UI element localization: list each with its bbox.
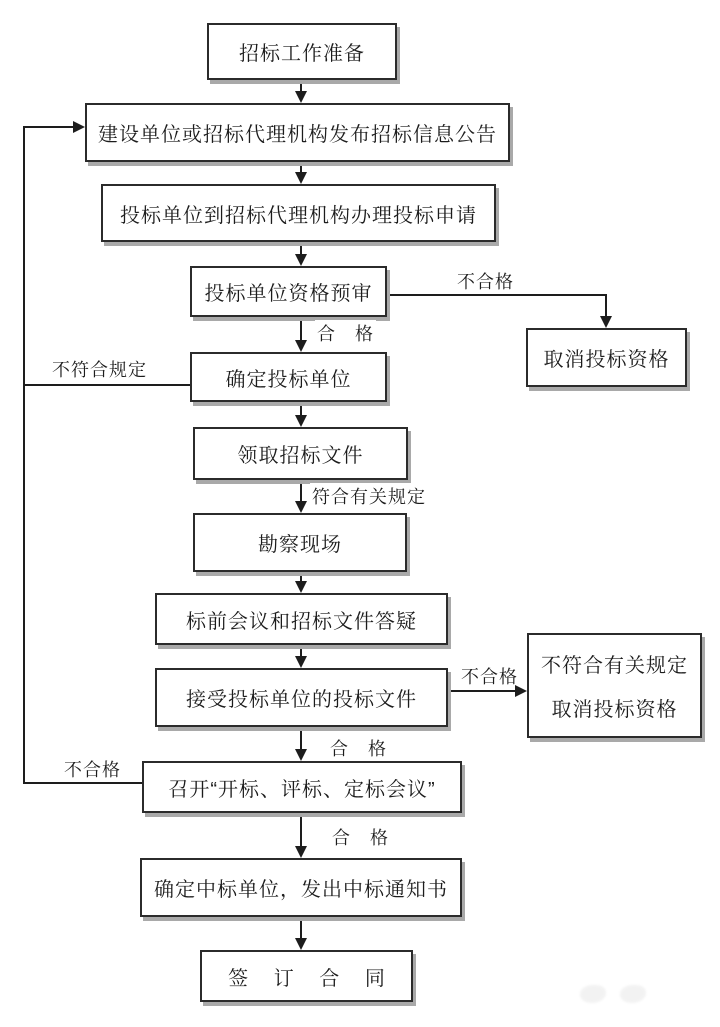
edge-collect-survey: [300, 480, 302, 503]
arrowhead-down-icon: [600, 316, 612, 328]
node-site-survey: 勘察现场: [193, 513, 407, 572]
node-confirm-bidders: 确定投标单位: [190, 352, 387, 402]
node-cancel-qualification: 取消投标资格: [526, 328, 687, 387]
arrowhead-down-icon: [295, 340, 307, 352]
label-meeting-fail: 不合格: [62, 756, 123, 782]
label-prequalify-pass: 合 格: [315, 320, 376, 346]
arrowhead-down-icon: [295, 501, 307, 513]
node-open-meeting: 召开“开标、评标、定标会议”: [142, 761, 462, 813]
cancel-qualification-2-line2: 取消投标资格: [551, 698, 678, 721]
node-announce: 建设单位或招标代理机构发布招标信息公告: [85, 103, 510, 162]
watermark-blob: [620, 985, 646, 1003]
node-collect-docs: 领取招标文件: [193, 427, 408, 480]
edge-prequalify-fail-v: [605, 294, 607, 318]
edge-meeting-award: [300, 813, 302, 848]
arrowhead-down-icon: [295, 254, 307, 266]
node-sign-contract: 签 订 合 同: [200, 950, 413, 1002]
edge-award-sign: [300, 917, 302, 940]
label-prequalify-fail: 不合格: [455, 268, 516, 294]
arrowhead-down-icon: [295, 938, 307, 950]
node-prequalify: 投标单位资格预审: [190, 266, 387, 317]
arrowhead-right-icon: [73, 121, 85, 133]
arrowhead-right-icon: [515, 685, 527, 697]
watermark-blob: [580, 985, 606, 1003]
watermark: [580, 985, 670, 1010]
node-prebid-meeting: 标前会议和招标文件答疑: [155, 593, 448, 645]
edge-accept-fail-h: [448, 690, 516, 692]
edge-prequalify-confirm: [300, 317, 302, 342]
node-apply: 投标单位到招标代理机构办理投标申请: [101, 184, 496, 242]
node-cancel-qualification-2: [527, 633, 702, 738]
cancel-qualification-2-line1: 不符合有关规定: [541, 655, 688, 678]
node-prepare: 招标工作准备: [207, 23, 397, 80]
edge-meeting-fail-h: [23, 782, 142, 784]
edge-feedback-v: [23, 126, 25, 784]
arrowhead-down-icon: [295, 656, 307, 668]
arrowhead-down-icon: [295, 749, 307, 761]
edge-accept-meeting: [300, 727, 302, 751]
arrowhead-down-icon: [295, 172, 307, 184]
arrowhead-down-icon: [295, 846, 307, 858]
label-collect-pass: 符合有关规定: [310, 483, 428, 509]
edge-feedback-into-announce: [23, 126, 75, 128]
label-meeting-pass: 合 格: [330, 824, 391, 850]
node-accept-bids: 接受投标单位的投标文件: [155, 668, 448, 727]
label-accept-fail: 不合格: [459, 663, 520, 689]
node-award: 确定中标单位，发出中标通知书: [140, 858, 462, 917]
arrowhead-down-icon: [295, 91, 307, 103]
arrowhead-down-icon: [295, 415, 307, 427]
edge-confirm-fail-h: [23, 384, 190, 386]
arrowhead-down-icon: [295, 581, 307, 593]
label-confirm-fail: 不符合规定: [50, 356, 149, 382]
edge-prequalify-fail-h: [387, 294, 607, 296]
label-accept-pass: 合 格: [328, 735, 389, 761]
